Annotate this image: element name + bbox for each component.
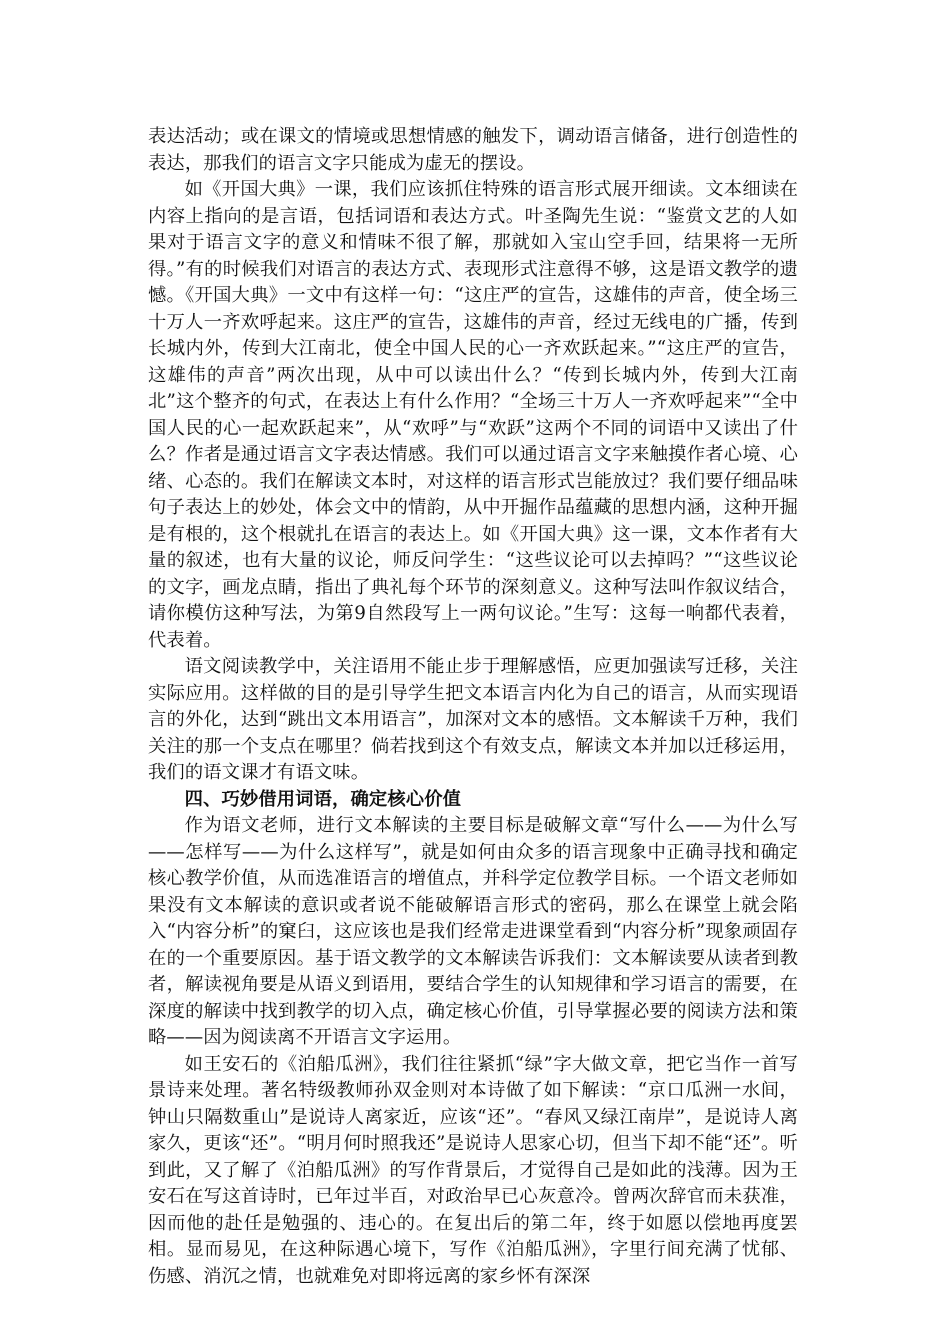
paragraph-reading-teaching: 语文阅读教学中，关注语用不能止步于理解感悟，应更加强读写迁移，关注实际应用。这样做的目的是引导学生把文本语言内化为自己的语言，从而实现语言的外化，达到“跳出文本用语言”，加深对文本的感悟。文本解读千万种，我们关注的那一个支点在哪里？倘若找到这个有效支点，解读文本并加以迁移运用，我们的语文课才有语文味。 — [148, 656, 798, 783]
section-heading-four: 四、巧妙借用词语，确定核心价值 — [184, 788, 462, 810]
paragraph-continuation: 表达活动；或在课文的情境或思想情感的触发下，调动语言储备，进行创造性的表达，那我们的语言文字只能成为虚无的摆设。 — [148, 126, 798, 174]
paragraph-core-value: 作为语文老师，进行文本解读的主要目标是破解文章“写什么——为什么写——怎样写——为什么这样写”，就是如何由众多的语言现象中正确寻找和确定核心教学价值，从而选准语言的增值点，并科学定位教学目标。一个语文老师如果没有文本解读的意识或者说不能破解语言形式的密码，那么在课堂上就会陷入“内容分析”的窠臼，这应该也是我们经常走进课堂看到“内容分析”现象顽固存在的一个重要原因。基于语文教学的文本解读告诉我们：文本解读要从读者到教者，解读视角要是从语义到语用，要结合学生的认知规律和学习语言的需要，在深度的解读中找到教学的切入点，确定核心价值，引导掌握必要的阅读方法和策略——因为阅读离不开语言文字运用。 — [148, 815, 798, 1048]
document-page — [148, 124, 798, 1290]
paragraph-bochuan-guazhou: 如王安石的《泊船瓜洲》，我们往往紧抓“绿”字大做文章，把它当作一首写景诗来处理。著名特级教师孙双金则对本诗做了如下解读：“京口瓜洲一水间，钟山只隔数重山”是说诗人离家近，应该“还”。“春风又绿江南岸”，是说诗人离家久，更该“还”。“明月何时照我还”是说诗人思家心切，但当下却不能“还”。听到此，又了解了《泊船瓜洲》的写作背景后，才觉得自己是如此的浅薄。因为王安石在写这首诗时，已年过半百，对政治早已心灰意冷。曾两次辞官而未获准，因而他的赴任是勉强的、违心的。在复出后的第二年，终于如愿以偿地再度罢相。显而易见，在这种际遇心境下，写作《泊船瓜洲》，字里行间充满了忧郁、伤感、消沉之情，也就难免对即将远离的家乡怀有深深 — [148, 1053, 798, 1287]
paragraph-kaiguo-dadian: 如《开国大典》一课，我们应该抓住特殊的语言形式展开细读。文本细读在内容上指向的是言语，包括词语和表达方式。叶圣陶先生说：“鉴赏文艺的人如果对于语言文字的意义和情味不很了解，那就如入宝山空手回，结果将一无所得。”有的时候我们对语言的表达方式、表现形式注意得不够，这是语文教学的遗憾。《开国大典》一文中有这样一句：“这庄严的宣告，这雄伟的声音，使全场三十万人一齐欢呼起来。这庄严的宣告，这雄伟的声音，经过无线电的广播，传到长城内外，传到大江南北，使全中国人民的心一齐欢跃起来。”“这庄严的宣告，这雄伟的声音”两次出现，从中可以读出什么？“传到长城内外，传到大江南北”这个整齐的句式，在表达上有什么作用？“全场三十万人一齐欢呼起来”“全中国人民的心一起欢跃起来”，从“欢呼”与“欢跃”这两个不同的词语中又读出了什么？作者是通过语言文字表达情感。我们可以通过语言文字来触摸作者心境、心绪、心态的。我们在解读文本时，对这样的语言形式岂能放过？我们要仔细品味句子表达上的妙处，体会文中的情韵，从中开掘作品蕴藏的思想内涵，这种开掘是有根的，这个根就扎在语言的表达上。如《开国大典》这一课，文本作者有大量的叙述，也有大量的议论，师反问学生：“这些议论可以去掉吗？”“这些议论的文字，画龙点睛，指出了典礼每个环节的深刻意义。这种写法叫作叙议结合，请你模仿这种写法，为第9自然段写上一两句议论。”生写：这每一响都代表着，代表着。 — [148, 179, 798, 651]
